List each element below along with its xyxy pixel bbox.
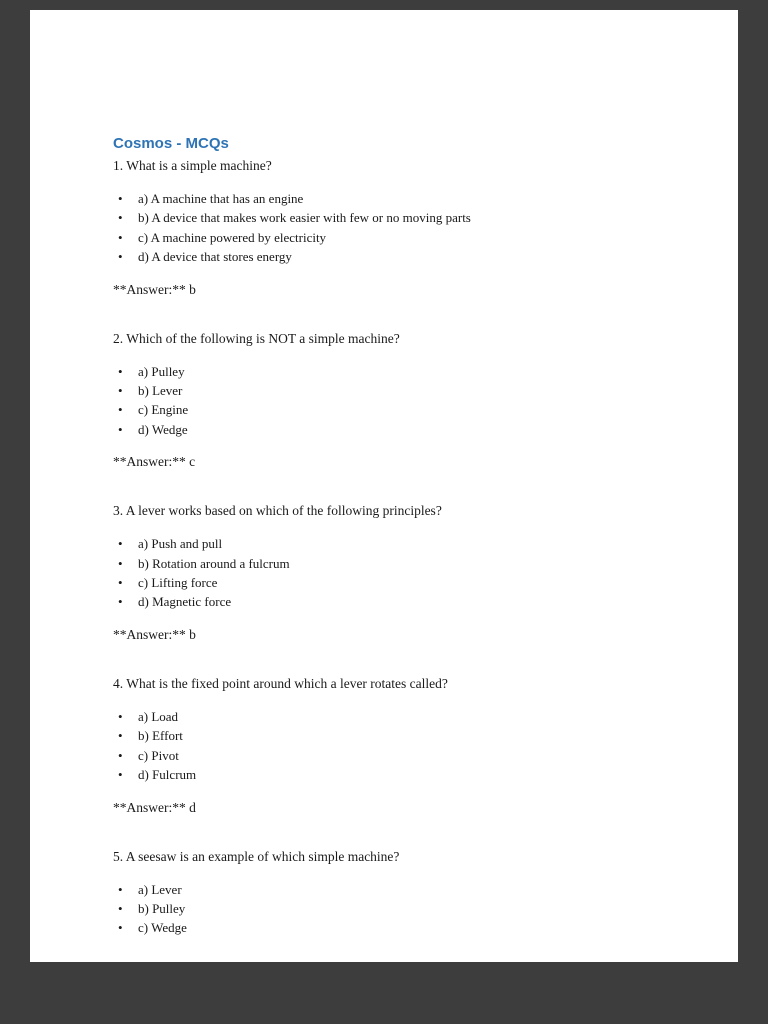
question-block <box>113 157 678 299</box>
option-label: d) Magnetic force <box>138 594 232 610</box>
answer-text: **Answer:** b <box>113 281 196 297</box>
option-item <box>113 592 678 611</box>
answer-text: **Answer:** d <box>113 799 196 815</box>
option-item <box>113 726 678 745</box>
bullet-icon: • <box>118 536 123 552</box>
option-list <box>113 534 678 612</box>
option-label: c) Lifting force <box>138 575 218 591</box>
bullet-icon: • <box>118 383 123 399</box>
option-label: a) Load <box>138 708 179 724</box>
document-page <box>30 10 738 962</box>
bullet-icon: • <box>118 747 123 763</box>
question-list <box>113 157 678 938</box>
option-label: d) Wedge <box>138 421 188 437</box>
question-block <box>113 502 678 644</box>
option-label: c) Engine <box>138 402 189 418</box>
option-item <box>113 554 678 573</box>
question-text: 5. A seesaw is an example of which simple machine? <box>113 848 400 864</box>
bullet-icon: • <box>118 728 123 744</box>
option-item <box>113 247 678 266</box>
option-label: d) Fulcrum <box>138 767 197 783</box>
option-label: b) Lever <box>138 383 183 399</box>
option-item <box>113 228 678 247</box>
option-label: c) Wedge <box>138 920 187 936</box>
option-list <box>113 362 678 440</box>
option-label: c) A machine powered by electricity <box>138 229 327 245</box>
bullet-icon: • <box>118 575 123 591</box>
bullet-icon: • <box>118 363 123 379</box>
bullet-icon: • <box>118 708 123 724</box>
bullet-icon: • <box>118 594 123 610</box>
question-text: 3. A lever works based on which of the following principles? <box>113 503 442 519</box>
option-item <box>113 362 678 381</box>
bullet-icon: • <box>118 881 123 897</box>
bullet-icon: • <box>118 920 123 936</box>
bullet-icon: • <box>118 767 123 783</box>
answer-text: **Answer:** b <box>113 626 196 642</box>
page-content <box>30 10 738 938</box>
option-item <box>113 899 678 918</box>
option-label: d) A device that stores energy <box>138 249 292 265</box>
option-label: a) Lever <box>138 881 182 897</box>
option-label: b) Effort <box>138 728 183 744</box>
option-item <box>113 746 678 765</box>
bullet-icon: • <box>118 402 123 418</box>
option-label: a) Pulley <box>138 363 185 379</box>
question-text: 1. What is a simple machine? <box>113 158 272 173</box>
bullet-icon: • <box>118 421 123 437</box>
option-item <box>113 707 678 726</box>
option-list <box>113 189 678 267</box>
option-item <box>113 420 678 439</box>
question-text: 4. What is the fixed point around which a lever rotates called? <box>113 675 448 691</box>
option-item <box>113 534 678 553</box>
option-label: b) Rotation around a fulcrum <box>138 555 290 571</box>
option-label: b) A device that makes work easier with few or no moving parts <box>138 210 471 226</box>
bullet-icon: • <box>118 249 123 265</box>
option-list <box>113 880 678 938</box>
question-block <box>113 848 678 938</box>
bullet-icon: • <box>118 555 123 571</box>
option-label: a) A machine that has an engine <box>138 191 304 206</box>
option-item <box>113 208 678 227</box>
question-text: 2. Which of the following is NOT a simple machine? <box>113 330 400 346</box>
option-item <box>113 381 678 400</box>
option-label: c) Pivot <box>138 747 179 763</box>
option-item <box>113 400 678 419</box>
option-item <box>113 573 678 592</box>
option-list <box>113 707 678 785</box>
option-label: b) Pulley <box>138 900 186 916</box>
bullet-icon: • <box>118 229 123 245</box>
option-item <box>113 765 678 784</box>
option-label: a) Push and pull <box>138 536 223 552</box>
question-block <box>113 675 678 817</box>
answer-text: **Answer:** c <box>113 454 196 470</box>
option-item <box>113 189 678 208</box>
bullet-icon: • <box>118 191 123 206</box>
document-title: Cosmos - MCQs <box>113 135 229 152</box>
option-item <box>113 880 678 899</box>
option-item <box>113 918 678 937</box>
question-block <box>113 330 678 472</box>
bullet-icon: • <box>118 900 123 916</box>
bullet-icon: • <box>118 210 123 226</box>
